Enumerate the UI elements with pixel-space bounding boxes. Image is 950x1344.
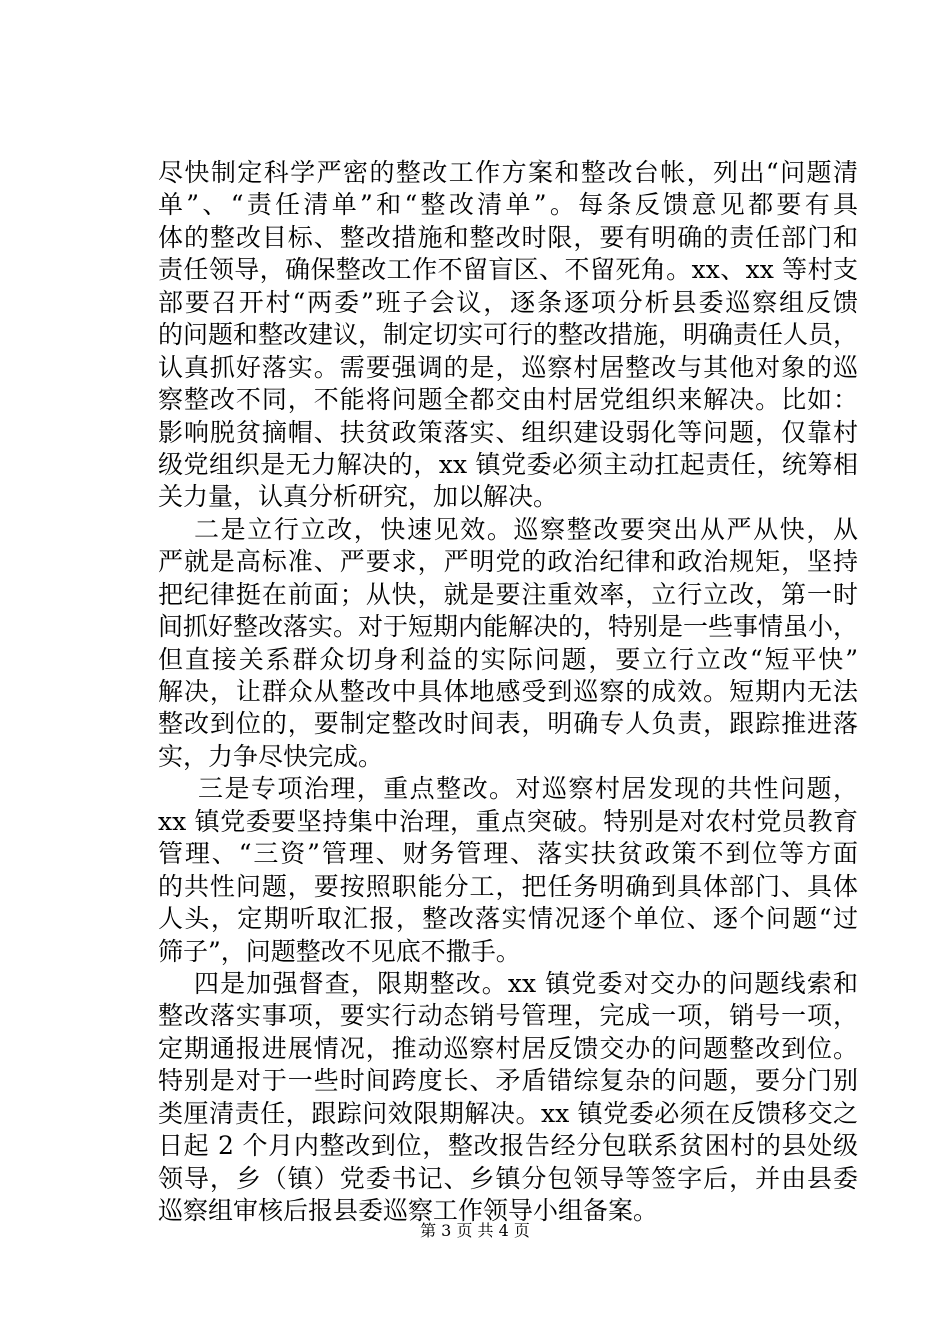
text-line: 二是立行立改，快速见效。巡察整改要突出从严从快，从 bbox=[194, 514, 858, 544]
text-line: 类厘清责任，跟踪问效限期解决。xx 镇党委必须在反馈移交之 bbox=[158, 1098, 858, 1128]
text-line: 实，力争尽快完成。 bbox=[158, 741, 384, 771]
paragraph-continuation bbox=[158, 157, 858, 514]
text-line: 四是加强督查，限期整改。xx 镇党委对交办的问题线索和 bbox=[194, 968, 858, 998]
text-line: 管理、“三资”管理、财务管理、落实扶贫政策不到位等方面 bbox=[158, 839, 858, 869]
text-line: 体的整改目标、整改措施和整改时限，要有明确的责任部门和 bbox=[158, 222, 858, 252]
text-line: 定期通报进展情况，推动巡察村居反馈交办的问题整改到位。 bbox=[158, 1033, 858, 1063]
page-number-footer: 第 3 页 共 4 页 bbox=[420, 1221, 530, 1240]
text-line: 的问题和整改建议，制定切实可行的整改措施，明确责任人员， bbox=[158, 320, 859, 350]
text-line: 间抓好整改落实。对于短期内能解决的，特别是一些事情虽小， bbox=[158, 612, 859, 642]
text-line: 三是专项治理，重点整改。对巡察村居发现的共性问题， bbox=[198, 774, 858, 804]
text-line: 日起 2 个月内整改到位，整改报告经分包联系贫困村的县处级 bbox=[158, 1131, 858, 1161]
paragraph-special-governance bbox=[158, 773, 858, 968]
text-line: 筛子”，问题整改不见底不撒手。 bbox=[158, 936, 521, 966]
text-line: 但直接关系群众切身利益的实际问题，要立行立改“短平快” bbox=[158, 644, 858, 674]
text-line: 整改到位的，要制定整改时间表，明确专人负责，跟踪推进落 bbox=[158, 709, 858, 739]
document-body bbox=[158, 157, 858, 1227]
text-line: 关力量，认真分析研究，加以解决。 bbox=[158, 482, 559, 512]
text-line: 解决，让群众从整改中具体地感受到巡察的成效。短期内无法 bbox=[158, 677, 858, 706]
text-line: 察整改不同，不能将问题全都交由村居党组织来解决。比如： bbox=[158, 385, 858, 415]
text-line: 认真抓好落实。需要强调的是，巡察村居整改与其他对象的巡 bbox=[158, 352, 858, 382]
text-line: 把纪律挺在前面；从快，就是要注重效率，立行立改，第一时 bbox=[158, 579, 858, 609]
paragraph-rectify-immediately bbox=[158, 514, 858, 774]
text-line: 领导，乡（镇）党委书记、乡镇分包领导等签字后，并由县委 bbox=[158, 1163, 858, 1193]
text-line: 尽快制定科学严密的整改工作方案和整改台帐，列出“问题清 bbox=[158, 158, 858, 187]
text-line: 级党组织是无力解决的，xx 镇党委必须主动扛起责任，统筹相 bbox=[158, 449, 858, 479]
text-line: 单”、“责任清单”和“整改清单”。每条反馈意见都要有具 bbox=[158, 190, 858, 220]
text-line: 整改落实事项，要实行动态销号管理，完成一项，销号一项， bbox=[158, 1001, 858, 1031]
text-line: 部要召开村“两委”班子会议，逐条逐项分析县委巡察组反馈 bbox=[158, 287, 858, 317]
paragraph-supervision bbox=[158, 968, 858, 1228]
text-line: 巡察组审核后报县委巡察工作领导小组备案。 bbox=[158, 1196, 659, 1225]
text-line: 特别是对于一些时间跨度长、矛盾错综复杂的问题，要分门别 bbox=[158, 1066, 858, 1096]
text-line: 影响脱贫摘帽、扶贫政策落实、组织建设弱化等问题，仅靠村 bbox=[158, 417, 858, 447]
text-line: xx 镇党委要坚持集中治理，重点突破。特别是对农村党员教育 bbox=[158, 806, 858, 836]
text-line: 责任领导，确保整改工作不留盲区、不留死角。xx、xx 等村支 bbox=[158, 255, 858, 285]
text-line: 人头，定期听取汇报，整改落实情况逐个单位、逐个问题“过 bbox=[158, 904, 858, 934]
text-line: 严就是高标准、严要求，严明党的政治纪律和政治规矩，坚持 bbox=[158, 547, 858, 577]
text-line: 的共性问题，要按照职能分工，把任务明确到具体部门、具体 bbox=[158, 871, 858, 901]
